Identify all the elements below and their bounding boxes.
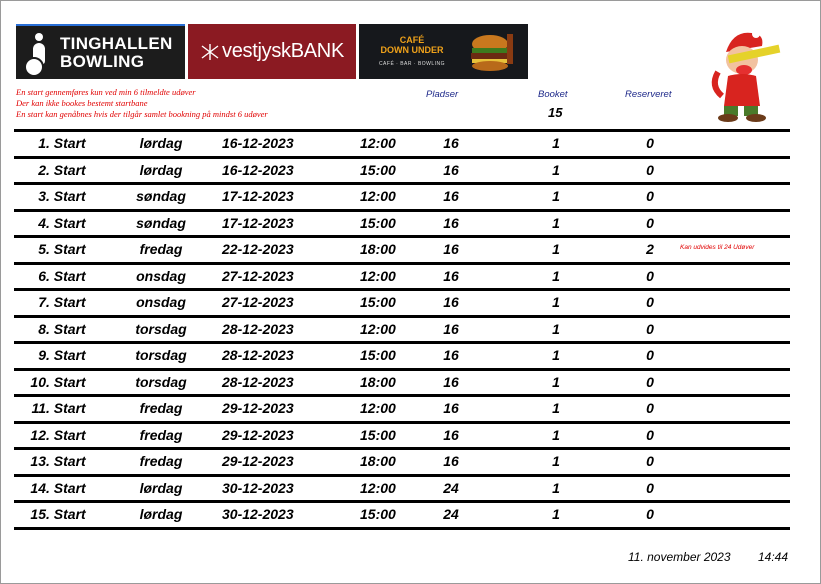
row-booket: 1 (552, 294, 560, 310)
row-date: 30-12-2023 (222, 506, 294, 522)
row-booket: 1 (552, 347, 560, 363)
row-reserveret: 2 (646, 241, 654, 257)
row-pladser: 16 (443, 267, 459, 284)
row-reserveret: 0 (646, 506, 654, 522)
row-pladser: 16 (443, 294, 459, 310)
row-time: 12:00 (360, 400, 396, 416)
row-start-label: . Start (46, 426, 86, 443)
row-time: 15:00 (360, 506, 396, 522)
row-weekday: fredag (139, 400, 183, 416)
row-booket: 1 (552, 479, 560, 496)
table-row (14, 288, 790, 315)
row-number: 5 (38, 241, 46, 257)
row-date: 29-12-2023 (222, 426, 294, 443)
row-date: 28-12-2023 (222, 373, 294, 390)
table-row (14, 315, 790, 342)
row-weekday: lørdag (139, 161, 183, 178)
table-row (14, 129, 790, 156)
burger-icon (463, 30, 517, 74)
row-number: 14 (30, 479, 46, 496)
row-reserveret: 0 (646, 373, 654, 390)
row-booket: 1 (552, 373, 560, 390)
row-reserveret: 0 (646, 135, 654, 151)
row-time: 15:00 (360, 347, 396, 363)
row-pladser: 24 (443, 479, 459, 496)
row-time: 12:00 (360, 188, 396, 204)
cafe-subtitle: CAFÉ · BAR · BOWLING (378, 61, 446, 67)
row-start-label: . Start (46, 294, 86, 310)
row-weekday: søndag (136, 188, 186, 204)
row-reserveret: 0 (646, 479, 654, 496)
table-row (14, 209, 790, 236)
row-time: 15:00 (360, 214, 396, 231)
row-time: 12:00 (360, 267, 396, 284)
bank-swoosh-icon (200, 42, 220, 62)
row-weekday: torsdag (135, 320, 187, 337)
row-date: 28-12-2023 (222, 347, 294, 363)
header-booket: Booket (538, 89, 568, 100)
row-weekday: fredag (139, 241, 183, 257)
row-number: 2 (38, 161, 46, 178)
row-weekday: torsdag (135, 373, 187, 390)
row-number: 12 (30, 426, 46, 443)
logo-bowling-line2: BOWLING (60, 51, 145, 71)
table-row (14, 447, 790, 474)
row-reserveret: 0 (646, 426, 654, 443)
row-number: 11 (31, 400, 46, 416)
row-reserveret: 0 (646, 188, 654, 204)
row-pladser: 16 (443, 373, 459, 390)
row-time: 12:00 (360, 320, 396, 337)
note-line: Der kan ikke bookes bestemt startbane (16, 98, 148, 108)
row-reserveret: 0 (646, 214, 654, 231)
row-number: 15 (30, 506, 46, 522)
row-booket: 1 (552, 426, 560, 443)
row-pladser: 16 (443, 188, 459, 204)
row-start-label: . Start (46, 161, 86, 178)
row-start-label: . Start (46, 188, 86, 204)
table-row (14, 474, 790, 501)
elf-mascot-icon (704, 26, 784, 122)
row-pladser: 16 (443, 161, 459, 178)
row-number: 13 (30, 453, 46, 469)
row-reserveret: 0 (646, 453, 654, 469)
row-booket: 1 (552, 188, 560, 204)
table-row (14, 182, 790, 209)
footer-date: 11. november 2023 (628, 550, 731, 564)
row-start-label: . Start (46, 373, 86, 390)
row-weekday: lørdag (139, 135, 183, 151)
row-start-label: . Start (46, 320, 86, 337)
row-start-label: . Start (46, 267, 86, 284)
row-pladser: 16 (443, 453, 459, 469)
row-booket: 1 (552, 400, 560, 416)
row-booket: 1 (552, 241, 560, 257)
row-date: 27-12-2023 (222, 294, 294, 310)
vestjysk-bank-logo (188, 24, 356, 79)
booking-notes (16, 87, 268, 120)
row-date: 22-12-2023 (222, 241, 294, 257)
row-pladser: 16 (443, 347, 459, 363)
row-weekday: torsdag (135, 347, 187, 363)
row-number: 4 (38, 214, 46, 231)
row-number: 7 (38, 294, 46, 310)
row-weekday: lørdag (139, 506, 183, 522)
row-time: 12:00 (360, 135, 396, 151)
row-reserveret: 0 (646, 400, 654, 416)
row-date: 17-12-2023 (222, 188, 294, 204)
row-time: 15:00 (360, 294, 396, 310)
row-start-label: . Start (46, 135, 86, 151)
row-date: 29-12-2023 (222, 453, 294, 469)
table-row (14, 394, 790, 421)
row-number: 3 (38, 188, 46, 204)
note-line: En start kan genåbnes hvis der tilgår samlet bookning på mindst 6 udøver (16, 109, 268, 119)
bowling-pin-icon (24, 31, 54, 75)
row-weekday: fredag (139, 453, 183, 469)
row-start-label: . Start (46, 479, 86, 496)
row-booket: 1 (552, 506, 560, 522)
row-number: 9 (38, 347, 46, 363)
row-reserveret: 0 (646, 294, 654, 310)
row-pladser: 16 (443, 241, 459, 257)
row-start-label: . Start (46, 453, 86, 469)
table-row (14, 235, 790, 262)
table-row (14, 500, 790, 530)
row-time: 15:00 (360, 161, 396, 178)
row-date: 16-12-2023 (222, 135, 294, 151)
row-number: 1 (38, 135, 46, 151)
row-booket: 1 (552, 320, 560, 337)
row-number: 8 (38, 320, 46, 337)
row-booket: 1 (552, 214, 560, 231)
cafe-line1: CAFÉ (399, 35, 425, 45)
row-time: 12:00 (360, 479, 396, 496)
row-reserveret: 0 (646, 320, 654, 337)
booket-total: 15 (548, 105, 563, 120)
header-pladser: Pladser (426, 89, 459, 100)
footer-time: 14:44 (758, 550, 789, 564)
table-row (14, 156, 790, 183)
row-weekday: onsdag (136, 294, 186, 310)
tinghallen-bowling-logo (16, 24, 185, 79)
row-booket: 1 (552, 267, 560, 284)
row-date: 17-12-2023 (222, 214, 294, 231)
table-row (14, 368, 790, 395)
table-row (14, 341, 790, 368)
row-start-label: . Start (46, 347, 86, 363)
row-pladser: 16 (443, 135, 459, 151)
row-time: 18:00 (360, 453, 396, 469)
row-pladser: 16 (443, 400, 459, 416)
row-time: 15:00 (360, 426, 396, 443)
row-start-label: . Start (46, 241, 86, 257)
cafe-down-under-logo (359, 24, 528, 79)
row-date: 16-12-2023 (222, 161, 294, 178)
row-start-label: . Start (46, 400, 86, 416)
row-pladser: 16 (443, 214, 459, 231)
schedule-table (14, 129, 790, 530)
row-reserveret: 0 (646, 267, 654, 284)
row-pladser: 16 (443, 320, 459, 337)
row-number: 6 (38, 267, 46, 284)
table-row (14, 262, 790, 289)
row-note: Kan udvides til 24 Udøver (680, 244, 755, 251)
note-line: En start gennemføres kun ved min 6 tilmeldte udøver (16, 87, 196, 97)
row-start-label: . Start (46, 506, 86, 522)
row-weekday: søndag (136, 214, 186, 231)
row-date: 29-12-2023 (222, 400, 294, 416)
cafe-line2: DOWN UNDER (380, 45, 444, 55)
row-date: 30-12-2023 (222, 479, 294, 496)
row-time: 18:00 (360, 373, 396, 390)
row-number: 10 (30, 373, 46, 390)
row-weekday: fredag (139, 426, 183, 443)
logo-bowling-line1: TINGHALLEN (60, 33, 173, 53)
row-date: 27-12-2023 (222, 267, 294, 284)
row-booket: 1 (552, 161, 560, 178)
row-date: 28-12-2023 (222, 320, 294, 337)
row-reserveret: 0 (646, 161, 654, 178)
bank-name: vestjyskBANK (222, 40, 344, 62)
row-pladser: 24 (443, 506, 459, 522)
row-weekday: lørdag (139, 479, 183, 496)
table-row (14, 421, 790, 448)
row-time: 18:00 (360, 241, 396, 257)
row-booket: 1 (552, 135, 560, 151)
row-weekday: onsdag (136, 267, 186, 284)
header-reserveret: Reserveret (625, 89, 672, 100)
row-booket: 1 (552, 453, 560, 469)
row-reserveret: 0 (646, 347, 654, 363)
row-start-label: . Start (46, 214, 86, 231)
row-pladser: 16 (443, 426, 459, 443)
